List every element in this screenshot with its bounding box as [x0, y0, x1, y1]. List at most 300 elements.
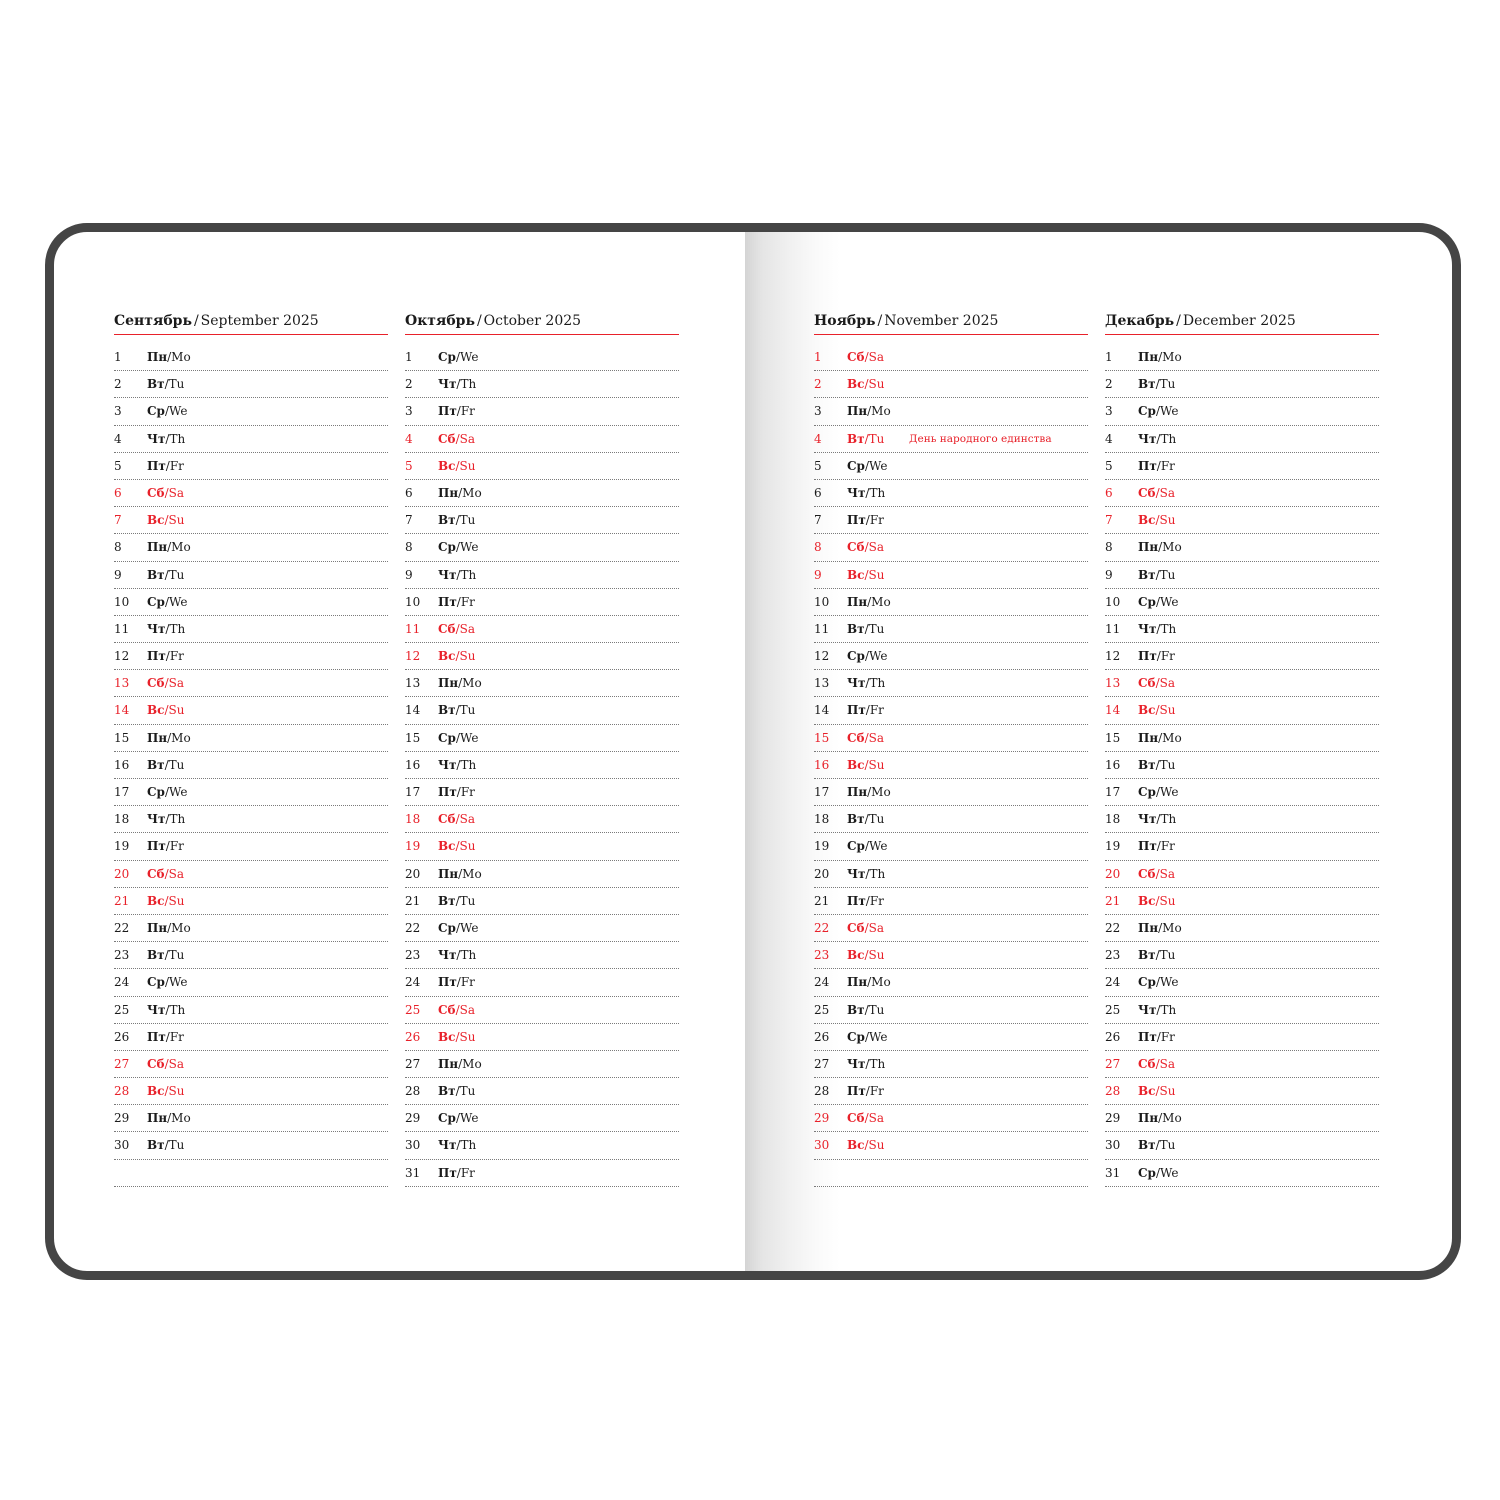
day-row — [114, 344, 388, 371]
weekday-ru: Вт — [438, 513, 456, 528]
weekday-label — [438, 398, 475, 424]
day-row — [814, 534, 1088, 561]
day-row — [405, 426, 679, 453]
weekday-en: Tu — [459, 703, 476, 718]
weekday-slash: / — [1155, 785, 1160, 799]
weekday-en: We — [460, 730, 479, 745]
weekday-en: Su — [168, 1084, 185, 1099]
day-row — [814, 398, 1088, 425]
day-number: 21 — [114, 893, 130, 908]
day-row — [114, 643, 388, 670]
weekday-slash: / — [456, 1138, 461, 1153]
day-row — [1105, 888, 1379, 915]
holiday-note: День народного единства — [909, 432, 1052, 445]
weekday-en: Tu — [168, 1138, 185, 1153]
weekday-ru: Вс — [1138, 513, 1156, 528]
day-row — [405, 643, 679, 670]
day-row — [114, 1105, 388, 1132]
weekday-slash: / — [1156, 621, 1161, 636]
weekday-slash: / — [455, 893, 460, 908]
weekday-ru: Чт — [147, 621, 166, 636]
day-number: 17 — [814, 785, 830, 799]
day-row — [405, 589, 679, 616]
weekday-label — [847, 915, 884, 941]
weekday-en: We — [1160, 404, 1179, 419]
weekday-label — [147, 344, 191, 370]
day-row — [405, 942, 679, 969]
weekday-en: Sa — [459, 621, 475, 636]
weekday-slash: / — [455, 730, 460, 745]
month-name-ru: Сентябрь — [114, 313, 192, 329]
weekday-en: Tu — [1159, 948, 1176, 963]
weekday-ru: Вс — [1138, 1084, 1156, 1099]
weekday-label — [438, 670, 482, 696]
weekday-en: We — [460, 1111, 479, 1126]
weekday-en: Fr — [1160, 649, 1175, 664]
day-number: 20 — [405, 866, 421, 881]
day-row — [1105, 371, 1379, 398]
weekday-slash: / — [867, 404, 872, 419]
day-row — [405, 1105, 679, 1132]
weekday-en: Tu — [868, 431, 885, 446]
weekday-en: Th — [460, 948, 477, 963]
weekday-slash: / — [455, 1111, 460, 1126]
weekday-slash: / — [1156, 431, 1161, 446]
day-number: 23 — [1105, 948, 1121, 963]
day-number: 15 — [405, 730, 421, 745]
day-number: 19 — [814, 839, 830, 854]
day-number: 24 — [1105, 975, 1121, 990]
day-row — [114, 833, 388, 860]
weekday-label — [438, 480, 482, 506]
day-row — [1105, 1078, 1379, 1105]
weekday-ru: Вс — [438, 458, 456, 473]
weekday-slash: / — [164, 567, 169, 582]
weekday-slash: / — [164, 485, 169, 500]
weekday-en: Sa — [459, 812, 475, 827]
weekday-en: Sa — [168, 1056, 184, 1071]
weekday-slash: / — [455, 350, 460, 364]
day-row — [1105, 1132, 1379, 1159]
weekday-slash: / — [455, 812, 460, 827]
weekday-en: Mo — [462, 485, 482, 500]
weekday-en: We — [1160, 785, 1179, 799]
weekday-label — [1138, 426, 1176, 452]
day-list — [405, 344, 679, 1187]
weekday-label — [847, 371, 884, 397]
day-row — [114, 1051, 388, 1078]
day-number: 28 — [114, 1084, 130, 1099]
weekday-en: Mo — [1162, 920, 1182, 935]
weekday-en: We — [869, 649, 888, 664]
weekday-en: Su — [868, 1138, 885, 1153]
weekday-ru: Пт — [1138, 839, 1157, 854]
day-row — [1105, 1051, 1379, 1078]
weekday-slash: / — [165, 431, 170, 446]
weekday-slash: / — [867, 594, 872, 609]
day-number: 23 — [405, 948, 421, 963]
weekday-ru: Вс — [438, 1029, 456, 1044]
weekday-slash: / — [164, 1084, 169, 1099]
weekday-label — [847, 643, 887, 669]
weekday-en: Fr — [460, 1165, 475, 1180]
day-row — [114, 1132, 388, 1159]
weekday-ru: Вс — [438, 839, 456, 854]
weekday-ru: Вт — [847, 431, 865, 446]
day-row — [114, 779, 388, 806]
weekday-label — [1138, 888, 1175, 914]
weekday-en: Su — [868, 948, 885, 963]
weekday-en: Fr — [460, 975, 475, 990]
day-number: 28 — [1105, 1084, 1121, 1099]
day-row — [114, 915, 388, 942]
weekday-slash: / — [1155, 1165, 1160, 1180]
day-row — [114, 725, 388, 752]
day-number: 10 — [1105, 594, 1121, 609]
day-row — [814, 833, 1088, 860]
day-row — [1105, 915, 1379, 942]
day-number: 27 — [814, 1056, 830, 1071]
weekday-ru: Сб — [147, 676, 165, 691]
weekday-slash: / — [1156, 812, 1161, 827]
weekday-en: Sa — [459, 1002, 475, 1017]
weekday-slash: / — [1155, 676, 1160, 691]
weekday-label — [847, 1105, 884, 1131]
month-name-ru: Ноябрь — [814, 313, 876, 329]
day-row — [405, 915, 679, 942]
weekday-en: Su — [1159, 1084, 1176, 1099]
day-number: 29 — [405, 1111, 421, 1126]
weekday-slash: / — [455, 1029, 460, 1044]
weekday-slash: / — [1155, 513, 1160, 528]
weekday-en: We — [169, 594, 188, 609]
weekday-label — [438, 344, 478, 370]
day-row — [814, 806, 1088, 833]
weekday-en: Tu — [868, 1002, 885, 1017]
weekday-en: Mo — [1162, 730, 1182, 745]
weekday-en: Fr — [169, 839, 184, 854]
day-row — [405, 752, 679, 779]
day-number: 10 — [405, 594, 421, 609]
day-number: 22 — [1105, 920, 1121, 935]
weekday-ru: Ср — [847, 1029, 865, 1044]
weekday-ru: Вт — [847, 1002, 865, 1017]
weekday-ru: Ср — [847, 839, 865, 854]
weekday-label — [438, 1160, 475, 1186]
weekday-ru: Чт — [438, 377, 457, 392]
day-number: 23 — [814, 948, 830, 963]
day-list — [1105, 344, 1379, 1187]
day-number: 2 — [1105, 377, 1113, 392]
weekday-label — [438, 861, 482, 887]
day-number: 16 — [114, 757, 130, 772]
day-row — [114, 534, 388, 561]
day-number: 26 — [405, 1029, 421, 1044]
weekday-ru: Ср — [847, 649, 865, 664]
weekday-label — [147, 725, 191, 751]
weekday-en: Th — [460, 1138, 477, 1153]
weekday-slash: / — [164, 866, 169, 881]
weekday-label — [847, 1024, 887, 1050]
day-number: 21 — [814, 893, 830, 908]
weekday-label — [438, 806, 475, 832]
weekday-label — [147, 562, 184, 588]
day-number: 30 — [814, 1138, 830, 1153]
weekday-label — [1138, 752, 1175, 778]
weekday-ru: Чт — [847, 1056, 866, 1071]
month-header — [1105, 308, 1379, 335]
weekday-label — [147, 779, 187, 805]
weekday-slash: / — [165, 812, 170, 827]
weekday-en: Th — [169, 812, 186, 827]
day-number: 28 — [814, 1084, 830, 1099]
day-row — [1105, 480, 1379, 507]
day-number: 8 — [1105, 540, 1113, 555]
weekday-label — [847, 1132, 884, 1158]
weekday-label — [1138, 534, 1182, 560]
weekday-slash: / — [455, 431, 460, 446]
weekday-slash: / — [455, 1002, 460, 1017]
month-header — [405, 308, 679, 335]
month-november — [814, 308, 1088, 1187]
weekday-label — [438, 534, 478, 560]
weekday-slash: / — [165, 621, 170, 636]
weekday-slash: / — [455, 839, 460, 854]
day-row — [114, 697, 388, 724]
weekday-slash: / — [165, 839, 170, 854]
weekday-en: Mo — [1162, 540, 1182, 555]
weekday-label — [1138, 806, 1176, 832]
weekday-label — [438, 1132, 476, 1158]
day-number: 17 — [1105, 785, 1121, 799]
weekday-ru: Пн — [1138, 730, 1159, 745]
weekday-label — [147, 371, 184, 397]
day-row — [405, 1132, 679, 1159]
weekday-ru: Вт — [147, 757, 165, 772]
day-row — [814, 1024, 1088, 1051]
weekday-slash: / — [865, 485, 870, 500]
weekday-en: Mo — [871, 594, 891, 609]
weekday-ru: Пн — [147, 1111, 168, 1126]
weekday-label — [147, 426, 185, 452]
weekday-slash: / — [455, 649, 460, 664]
weekday-ru: Вт — [438, 1084, 456, 1099]
day-row — [114, 562, 388, 589]
day-row — [814, 426, 1088, 453]
weekday-label — [1138, 833, 1175, 859]
month-name-ru: Октябрь — [405, 313, 475, 329]
weekday-en: Sa — [168, 866, 184, 881]
weekday-slash: / — [458, 485, 463, 500]
day-number: 5 — [1105, 458, 1113, 473]
weekday-slash: / — [167, 540, 172, 555]
month-separator: / — [193, 313, 199, 329]
weekday-ru: Ср — [438, 1111, 456, 1126]
weekday-en: Sa — [868, 920, 884, 935]
weekday-ru: Вс — [1138, 703, 1156, 718]
weekday-en: Th — [1160, 621, 1177, 636]
weekday-en: Sa — [868, 730, 884, 745]
weekday-label — [1138, 1160, 1178, 1186]
day-number: 9 — [814, 567, 822, 582]
weekday-slash: / — [864, 920, 869, 935]
weekday-en: Sa — [168, 676, 184, 691]
weekday-ru: Ср — [438, 920, 456, 935]
day-row — [1105, 752, 1379, 779]
weekday-label — [438, 725, 478, 751]
weekday-en: Sa — [868, 540, 884, 555]
day-row — [405, 670, 679, 697]
day-number: 14 — [1105, 703, 1121, 718]
day-row — [1105, 861, 1379, 888]
weekday-en: Su — [459, 649, 476, 664]
month-header — [114, 308, 388, 335]
weekday-en: Fr — [460, 785, 475, 799]
weekday-label — [147, 1132, 184, 1158]
day-row — [814, 861, 1088, 888]
weekday-en: We — [869, 839, 888, 854]
weekday-slash: / — [864, 730, 869, 745]
weekday-slash: / — [1155, 567, 1160, 582]
weekday-ru: Пн — [438, 485, 459, 500]
weekday-en: Fr — [869, 513, 884, 528]
day-row — [1105, 344, 1379, 371]
weekday-slash: / — [1158, 730, 1163, 745]
month-separator: / — [1176, 313, 1181, 329]
day-row — [1105, 643, 1379, 670]
weekday-ru: Чт — [1138, 621, 1157, 636]
day-row — [814, 1051, 1088, 1078]
weekday-slash: / — [165, 649, 170, 664]
day-number: 3 — [114, 404, 122, 419]
weekday-slash: / — [455, 1084, 460, 1099]
weekday-en: Tu — [168, 948, 185, 963]
weekday-ru: Ср — [1138, 404, 1156, 419]
day-row — [405, 1051, 679, 1078]
weekday-en: Su — [1159, 513, 1176, 528]
weekday-slash: / — [864, 350, 869, 364]
day-number: 15 — [114, 730, 130, 745]
weekday-ru: Сб — [847, 540, 865, 555]
weekday-ru: Ср — [147, 594, 165, 609]
weekday-label — [438, 888, 475, 914]
weekday-ru: Пт — [438, 594, 457, 609]
weekday-en: Fr — [460, 404, 475, 419]
weekday-slash: / — [864, 649, 869, 664]
weekday-ru: Ср — [147, 975, 165, 990]
weekday-ru: Ср — [438, 350, 456, 364]
day-number: 18 — [1105, 812, 1121, 827]
day-row — [114, 480, 388, 507]
day-number: 16 — [814, 757, 830, 772]
day-number: 29 — [114, 1111, 130, 1126]
weekday-slash: / — [167, 920, 172, 935]
weekday-ru: Вт — [1138, 948, 1156, 963]
weekday-ru: Сб — [438, 812, 456, 827]
month-name-en: December 2025 — [1182, 313, 1296, 329]
weekday-en: Mo — [462, 1056, 482, 1071]
weekday-en: Tu — [459, 513, 476, 528]
day-row — [114, 371, 388, 398]
weekday-en: Tu — [1159, 377, 1176, 392]
weekday-en: Th — [869, 485, 886, 500]
weekday-label — [147, 888, 184, 914]
day-number: 12 — [114, 649, 130, 664]
weekday-slash: / — [458, 1056, 463, 1071]
weekday-ru: Ср — [1138, 785, 1156, 799]
weekday-slash: / — [865, 866, 870, 881]
day-number: 29 — [1105, 1111, 1121, 1126]
weekday-en: Tu — [1159, 757, 1176, 772]
day-row — [114, 997, 388, 1024]
weekday-label — [438, 1078, 475, 1104]
weekday-en: Tu — [168, 377, 185, 392]
day-row — [814, 670, 1088, 697]
weekday-label — [847, 398, 891, 424]
day-number: 11 — [114, 621, 130, 636]
day-number: 12 — [1105, 649, 1121, 664]
weekday-slash: / — [1155, 1056, 1160, 1071]
day-number: 1 — [814, 350, 822, 364]
weekday-slash: / — [864, 621, 869, 636]
weekday-ru: Вт — [147, 948, 165, 963]
day-number: 13 — [814, 676, 830, 691]
weekday-slash: / — [165, 1029, 170, 1044]
weekday-en: Sa — [168, 485, 184, 500]
day-row — [814, 779, 1088, 806]
day-number: 11 — [814, 621, 830, 636]
weekday-en: Su — [459, 839, 476, 854]
weekday-en: Tu — [459, 1084, 476, 1099]
day-row — [1105, 670, 1379, 697]
weekday-ru: Вс — [847, 377, 865, 392]
day-number: 6 — [814, 485, 822, 500]
weekday-en: We — [1160, 594, 1179, 609]
weekday-slash: / — [867, 785, 872, 799]
weekday-label — [847, 888, 884, 914]
day-row — [405, 1078, 679, 1105]
day-row — [405, 969, 679, 996]
weekday-slash: / — [864, 812, 869, 827]
day-row — [1105, 997, 1379, 1024]
day-row — [405, 453, 679, 480]
weekday-ru: Сб — [847, 730, 865, 745]
weekday-ru: Сб — [147, 485, 165, 500]
weekday-slash: / — [456, 377, 461, 392]
weekday-slash: / — [864, 839, 869, 854]
weekday-ru: Вт — [147, 1138, 165, 1153]
day-row — [114, 453, 388, 480]
weekday-slash: / — [164, 676, 169, 691]
weekday-label — [147, 453, 184, 479]
weekday-en: Fr — [169, 649, 184, 664]
weekday-ru: Пт — [438, 785, 457, 799]
weekday-slash: / — [1155, 404, 1160, 419]
weekday-slash: / — [165, 458, 170, 473]
weekday-label — [847, 1078, 884, 1104]
weekday-slash: / — [455, 920, 460, 935]
weekday-en: Su — [168, 893, 185, 908]
weekday-label — [438, 371, 476, 397]
weekday-slash: / — [865, 513, 870, 528]
weekday-ru: Чт — [1138, 812, 1157, 827]
weekday-en: Sa — [1159, 676, 1175, 691]
day-number: 2 — [814, 377, 822, 392]
weekday-label — [147, 1051, 184, 1077]
day-row — [114, 426, 388, 453]
weekday-slash: / — [1156, 1002, 1161, 1017]
day-number: 19 — [1105, 839, 1121, 854]
